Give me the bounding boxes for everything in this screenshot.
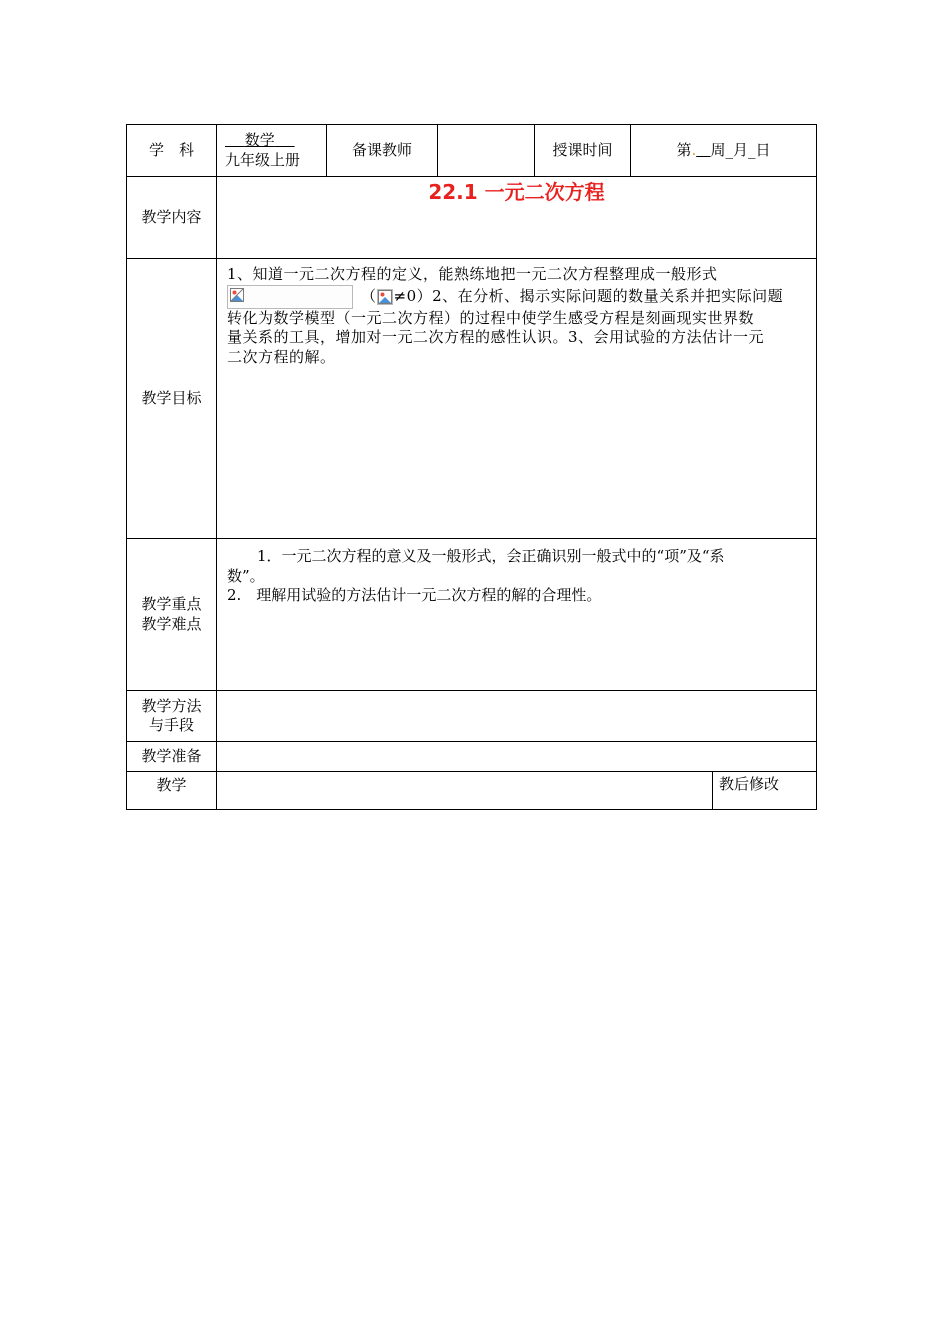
goals-line-1: 1、知道一元二次方程的定义，能熟练地把一元二次方程整理成一般形式 <box>227 265 718 283</box>
marker-dot: . <box>691 140 697 159</box>
process-label: 教学 <box>127 772 217 810</box>
teacher-value[interactable] <box>438 125 535 177</box>
goals-label: 教学目标 <box>127 259 217 539</box>
time-value[interactable] <box>631 125 817 177</box>
header-row <box>127 125 817 177</box>
broken-image-icon <box>227 285 353 309</box>
content-cell <box>217 177 817 259</box>
process-row <box>127 772 817 810</box>
content-label: 教学内容 <box>127 177 217 259</box>
key-points-line-1: 1．一元二次方程的意义及一般形式，会正确识别一般式中的“项”及“系 <box>257 547 725 565</box>
content-row <box>127 177 817 259</box>
preparation-label: 教学准备 <box>127 742 217 772</box>
process-cell[interactable] <box>217 772 713 810</box>
goals-row <box>127 259 817 539</box>
key-points-label-1: 教学重点 <box>141 595 202 613</box>
methods-cell[interactable] <box>217 691 817 742</box>
key-points-line-3: 2. 理解用试验的方法估计一元二次方程的解的合理性。 <box>227 586 602 604</box>
teacher-label: 备课教师 <box>327 125 438 177</box>
subject-value: 数学 <box>244 131 275 149</box>
goals-line-5: 二次方程的解。 <box>227 347 336 366</box>
goals-line-4: 量关系的工具，增加对一元二次方程的感性认识。3、会用试验的方法估计一元 <box>227 328 765 346</box>
methods-row <box>127 691 817 742</box>
revision-label: 教后修改 <box>713 772 817 810</box>
goals-line-2: （ ≠0）2、在分析、揭示实际问题的数量关系并把实际问题 <box>227 285 808 309</box>
goals-line-3: 转化为数学模型（一元二次方程）的过程中使学生感受方程是刻画现实世界数 <box>227 308 755 327</box>
methods-label-2: 与手段 <box>148 716 194 734</box>
key-points-label <box>127 539 217 691</box>
preparation-cell[interactable] <box>217 742 817 772</box>
time-suffix: 周_月_日 <box>710 140 771 159</box>
time-prefix: 第 <box>676 140 692 159</box>
key-points-label-2: 教学难点 <box>141 614 202 633</box>
goals-cell <box>217 259 817 539</box>
lesson-plan-table <box>126 124 817 810</box>
key-points-row <box>127 539 817 691</box>
grade-value: 九年级上册 <box>225 150 301 169</box>
preparation-row <box>127 742 817 772</box>
lesson-title: 22.1 一元二次方程 <box>428 180 605 204</box>
time-label: 授课时间 <box>535 125 631 177</box>
methods-label-1: 教学方法 <box>141 696 202 715</box>
key-points-line-2: 数”。 <box>227 566 265 585</box>
key-points-cell <box>217 539 817 691</box>
broken-image-icon <box>377 289 393 305</box>
subject-cell <box>217 125 327 177</box>
subject-label: 学 科 <box>127 125 217 177</box>
methods-label <box>127 691 217 742</box>
goals-line-2-text: ≠0）2、在分析、揭示实际问题的数量关系并把实际问题 <box>393 286 784 305</box>
